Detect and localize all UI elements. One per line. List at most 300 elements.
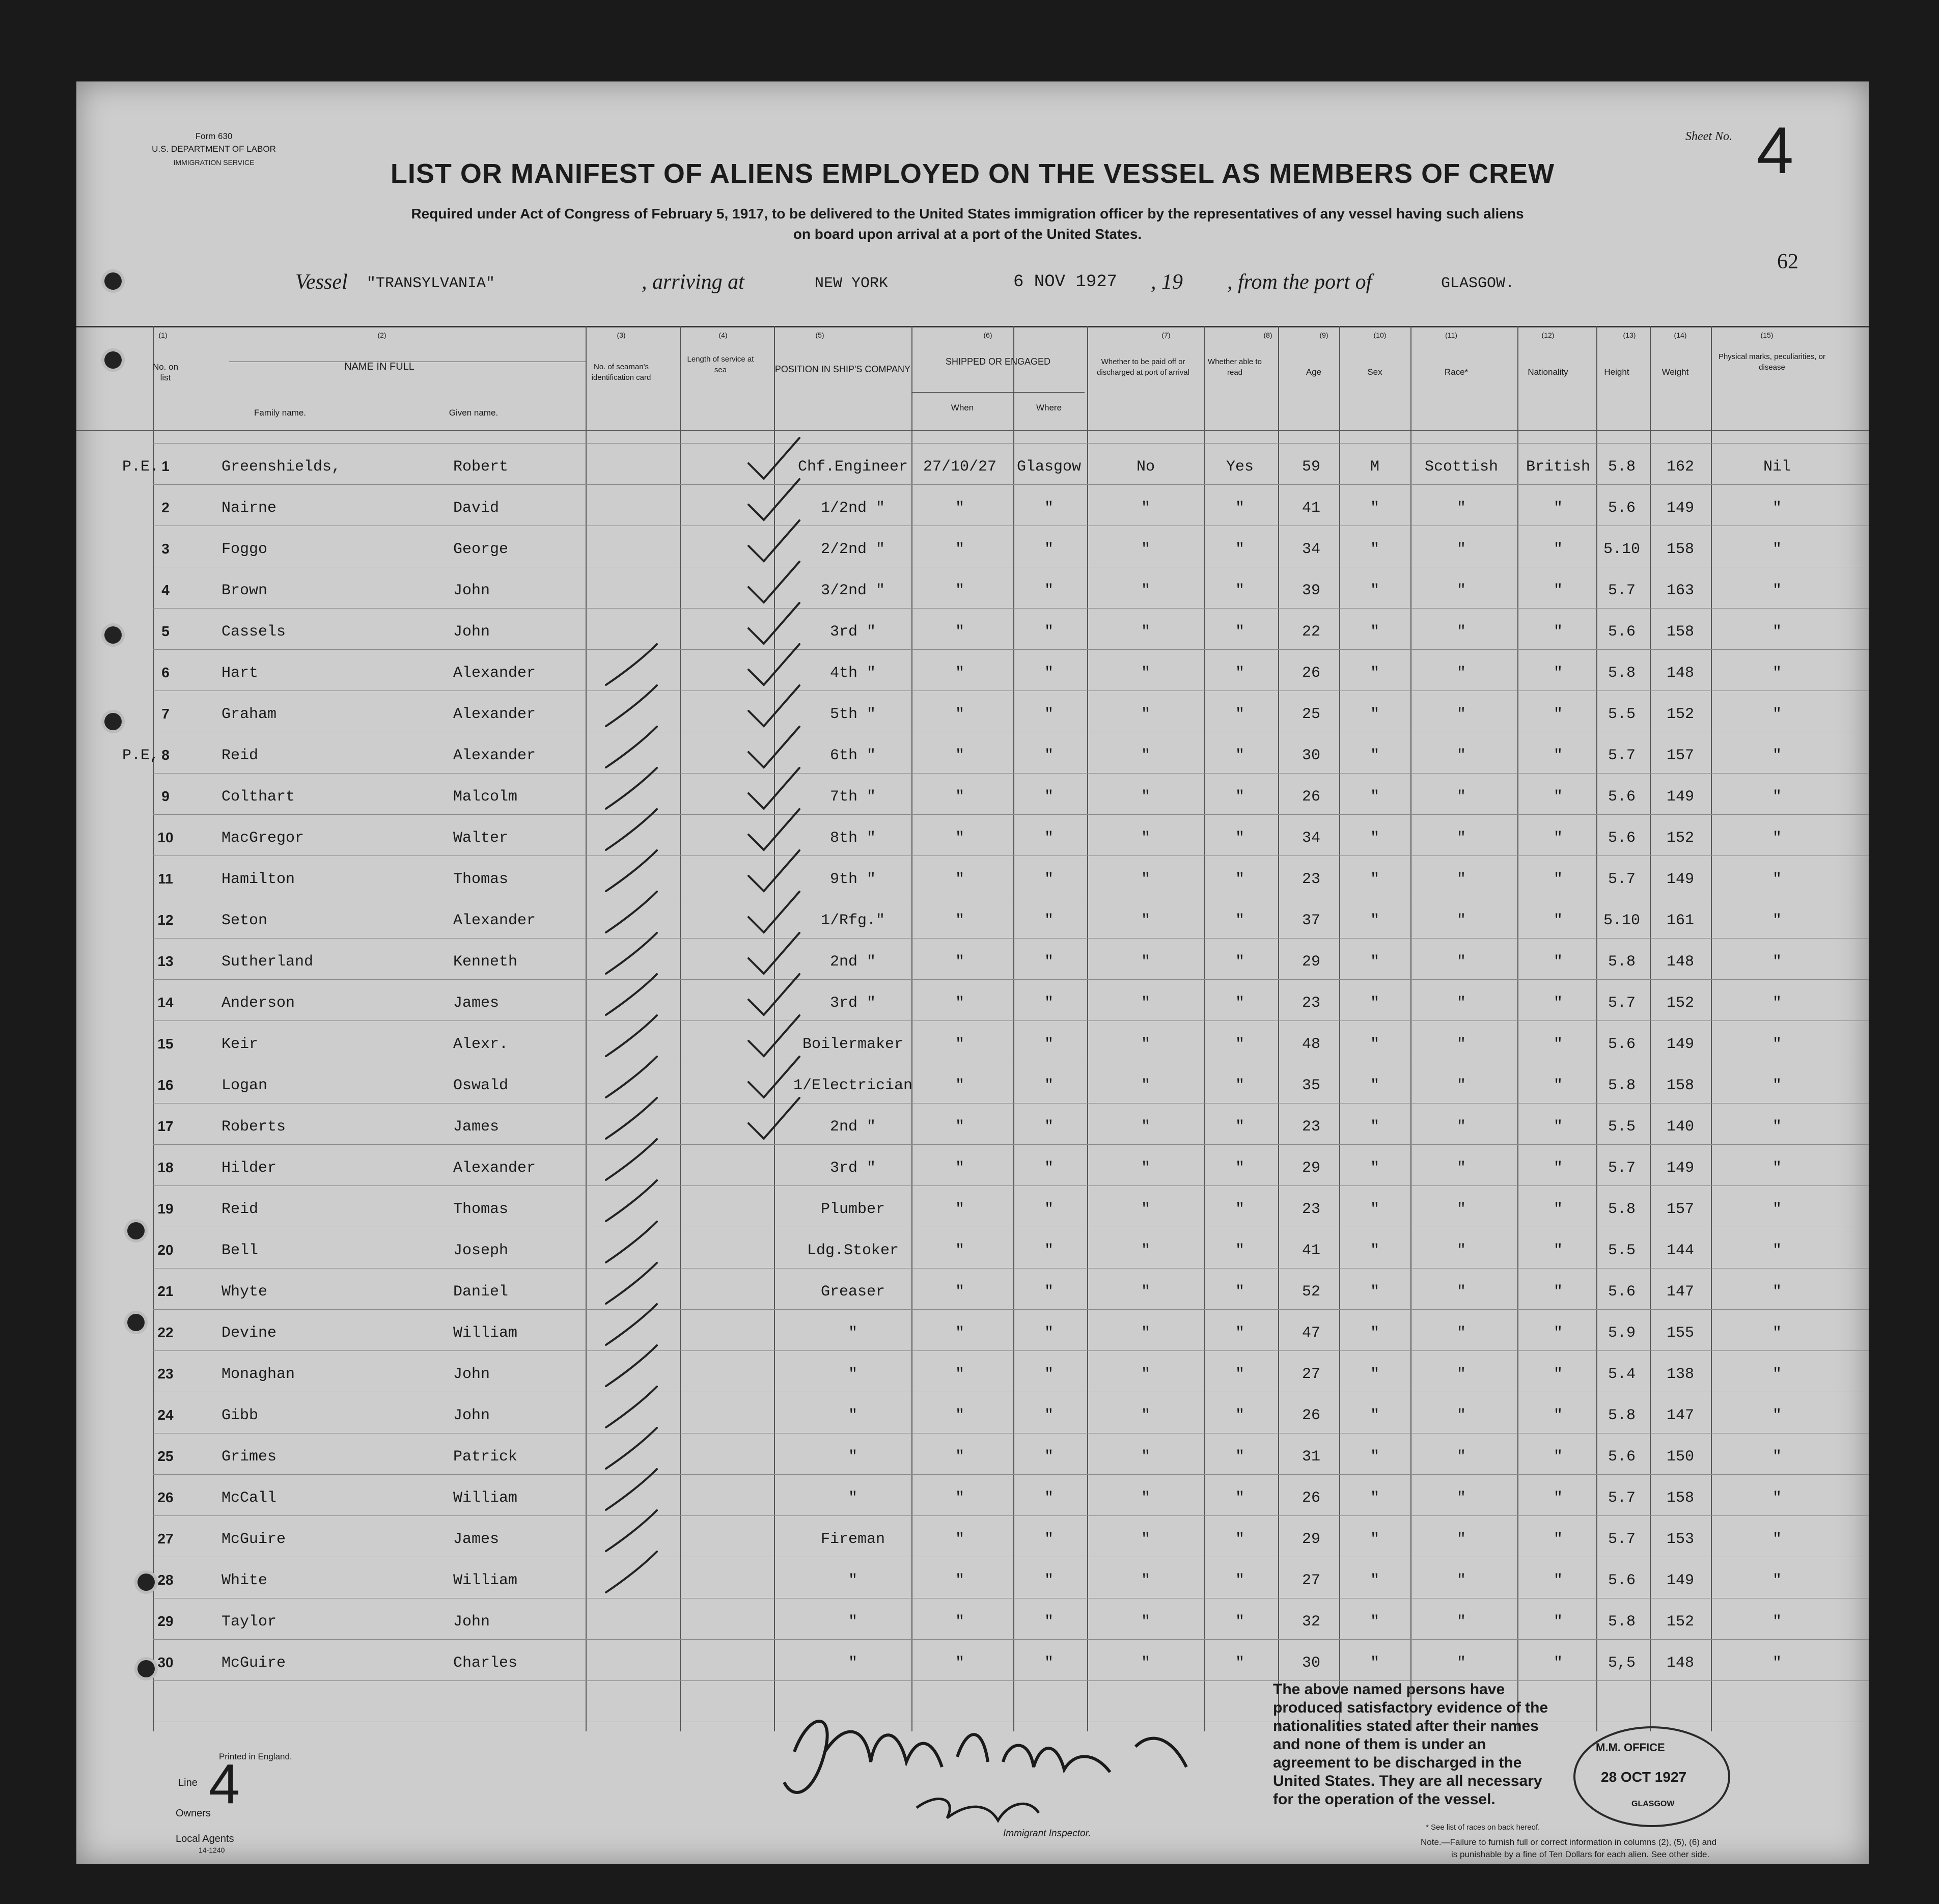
col-weight: Weight	[1661, 367, 1689, 377]
row-30-weight: 148	[1666, 1654, 1694, 1672]
row-6-position: 4th "	[829, 665, 876, 682]
row-22-no: 22	[157, 1324, 174, 1340]
sheet-label: Sheet No.	[1685, 130, 1732, 143]
row-23-marks: "	[1772, 1366, 1782, 1383]
row-4-weight: 163	[1666, 582, 1694, 599]
row-18-where: "	[1044, 1160, 1054, 1177]
check-mark	[606, 1469, 657, 1510]
row-26-position: "	[848, 1489, 857, 1507]
row-19-given: Thomas	[453, 1201, 509, 1218]
row-3-age: 34	[1301, 541, 1320, 558]
row-7-no: 7	[161, 706, 170, 722]
row-16-marks: "	[1772, 1077, 1782, 1094]
row-20-where: "	[1044, 1242, 1054, 1259]
row-7-family: Graham	[221, 706, 277, 723]
row-25-age: 31	[1301, 1448, 1320, 1466]
row-30-sex: "	[1370, 1654, 1379, 1672]
row-11-given: Thomas	[453, 871, 509, 888]
row-30-read: "	[1235, 1654, 1244, 1672]
row-5-nat: "	[1553, 623, 1563, 641]
row-29-age: 32	[1301, 1613, 1320, 1631]
col-height: Height	[1604, 367, 1629, 377]
row-8-where: "	[1044, 747, 1054, 764]
row-10-race: "	[1456, 830, 1466, 847]
row-27-read: "	[1235, 1531, 1244, 1548]
col-given-name: Given name.	[449, 408, 498, 418]
row-25-when: "	[955, 1448, 964, 1466]
row-10-where: "	[1044, 830, 1054, 847]
row-11-paid: "	[1141, 871, 1150, 888]
row-23-no: 23	[157, 1366, 174, 1382]
row-2-height: 5.6	[1608, 500, 1636, 517]
row-5-race: "	[1456, 623, 1466, 641]
office-stamp	[1573, 1726, 1730, 1827]
row-24-weight: 147	[1666, 1407, 1694, 1424]
row-10-no: 10	[157, 830, 174, 845]
row-15-weight: 149	[1666, 1036, 1694, 1053]
row-17-given: James	[453, 1118, 500, 1136]
row-22-paid: "	[1141, 1324, 1150, 1342]
row-18-position: 3rd "	[829, 1160, 876, 1177]
row-4-no: 4	[161, 582, 170, 598]
row-7-where: "	[1044, 706, 1054, 723]
row-24-marks: "	[1772, 1407, 1782, 1424]
row-6-when: "	[955, 665, 964, 682]
row-8-sex: "	[1370, 747, 1379, 764]
check-mark	[749, 974, 799, 1015]
row-25-given: Patrick	[453, 1448, 518, 1466]
row-21-age: 52	[1301, 1283, 1320, 1301]
row-13-family: Sutherland	[221, 953, 314, 971]
row-17-paid: "	[1141, 1118, 1150, 1136]
row-15-where: "	[1044, 1036, 1054, 1053]
row-13-sex: "	[1370, 953, 1379, 971]
check-mark	[606, 1015, 657, 1056]
check-mark	[749, 1015, 799, 1056]
colnum-13: (13)	[1623, 331, 1636, 339]
row-6-weight: 148	[1666, 665, 1694, 682]
row-30-nat: "	[1553, 1654, 1563, 1672]
row-18-given: Alexander	[453, 1160, 536, 1177]
row-19-no: 19	[157, 1201, 174, 1217]
row-8-marks: "	[1772, 747, 1782, 764]
row-6-read: "	[1235, 665, 1244, 682]
row-6-family: Hart	[221, 665, 259, 682]
row-9-weight: 149	[1666, 788, 1694, 806]
row-14-read: "	[1235, 995, 1244, 1012]
row-10-when: "	[955, 830, 964, 847]
col-name-in-full: NAME IN FULL	[344, 361, 414, 372]
row-29-sex: "	[1370, 1613, 1379, 1631]
check-mark	[606, 1139, 657, 1180]
row-26-given: William	[453, 1489, 518, 1507]
binder-hole	[104, 272, 122, 290]
row-4-nat: "	[1553, 582, 1563, 599]
binder-hole	[137, 1660, 155, 1677]
row-22-given: William	[453, 1324, 518, 1342]
line-label: Line	[178, 1777, 198, 1788]
row-27-where: "	[1044, 1531, 1054, 1548]
line-value: 4	[209, 1753, 240, 1815]
colnum-2: (2)	[377, 331, 386, 339]
row-17-marks: "	[1772, 1118, 1782, 1136]
row-7-paid: "	[1141, 706, 1150, 723]
row-29-no: 29	[157, 1613, 174, 1629]
row-1-height: 5.8	[1608, 458, 1636, 476]
row-29-nat: "	[1553, 1613, 1563, 1631]
row-3-marks: "	[1772, 541, 1782, 558]
row-18-family: Hilder	[221, 1160, 277, 1177]
row-24-sex: "	[1370, 1407, 1379, 1424]
row-11-family: Hamilton	[221, 871, 295, 888]
colnum-9: (9)	[1319, 331, 1328, 339]
row-12-paid: "	[1141, 912, 1150, 929]
row-6-nat: "	[1553, 665, 1563, 682]
col-family-name: Family name.	[254, 408, 307, 418]
row-12-height: 5.10	[1603, 912, 1640, 929]
stamp-office: M.M. OFFICE	[1596, 1741, 1665, 1754]
row-25-race: "	[1456, 1448, 1466, 1466]
row-12-nat: "	[1553, 912, 1563, 929]
row-23-age: 27	[1301, 1366, 1320, 1383]
row-22-when: "	[955, 1324, 964, 1342]
row-21-sex: "	[1370, 1283, 1379, 1301]
row-7-sex: "	[1370, 706, 1379, 723]
page-number: 62	[1777, 250, 1798, 273]
row-27-no: 27	[157, 1531, 174, 1547]
row-19-paid: "	[1141, 1201, 1150, 1218]
row-3-no: 3	[161, 541, 170, 557]
row-23-given: John	[453, 1366, 490, 1383]
row-8-given: Alexander	[453, 747, 536, 764]
row-27-race: "	[1456, 1531, 1466, 1548]
row-28-position: "	[848, 1572, 857, 1589]
row-23-family: Monaghan	[221, 1366, 295, 1383]
row-12-read: "	[1235, 912, 1244, 929]
row-8-nat: "	[1553, 747, 1563, 764]
departure-port: GLASGOW.	[1441, 275, 1515, 292]
row-8-weight: 157	[1666, 747, 1694, 764]
row-4-family: Brown	[221, 582, 268, 599]
row-8-no: 8	[161, 747, 170, 763]
row-10-nat: "	[1553, 830, 1563, 847]
row-16-race: "	[1456, 1077, 1466, 1094]
row-21-height: 5.6	[1608, 1283, 1636, 1301]
row-23-where: "	[1044, 1366, 1054, 1383]
row-24-nat: "	[1553, 1407, 1563, 1424]
row-16-weight: 158	[1666, 1077, 1694, 1094]
row-15-height: 5.6	[1608, 1036, 1636, 1053]
form-number: Form 630	[195, 131, 233, 141]
row-1-read: Yes	[1226, 458, 1254, 476]
stamp-date: 28 OCT 1927	[1601, 1769, 1687, 1785]
row-1-race: Scottish	[1424, 458, 1499, 476]
col-where: Where	[1036, 403, 1062, 412]
row-28-height: 5.6	[1608, 1572, 1636, 1589]
row-25-weight: 150	[1666, 1448, 1694, 1466]
row-19-when: "	[955, 1201, 964, 1218]
row-26-marks: "	[1772, 1489, 1782, 1507]
row-2-sex: "	[1370, 500, 1379, 517]
row-2-age: 41	[1301, 500, 1320, 517]
col-able-read: Whether able to read	[1208, 357, 1262, 377]
check-mark	[606, 1510, 657, 1551]
row-20-marks: "	[1772, 1242, 1782, 1259]
row-25-where: "	[1044, 1448, 1054, 1466]
row-3-sex: "	[1370, 541, 1379, 558]
row-12-where: "	[1044, 912, 1054, 929]
row-15-sex: "	[1370, 1036, 1379, 1053]
row-22-nat: "	[1553, 1324, 1563, 1342]
row-5-given: John	[453, 623, 490, 641]
row-23-read: "	[1235, 1366, 1244, 1383]
row-5-height: 5.6	[1608, 623, 1636, 641]
row-25-no: 25	[157, 1448, 174, 1464]
col-physical-marks: Physical marks, peculiarities, or disease	[1718, 352, 1826, 372]
row-30-no: 30	[157, 1654, 174, 1670]
row-28-weight: 149	[1666, 1572, 1694, 1589]
row-7-weight: 152	[1666, 706, 1694, 723]
row-12-weight: 161	[1666, 912, 1694, 929]
row-24-height: 5.8	[1608, 1407, 1636, 1424]
row-14-weight: 152	[1666, 995, 1694, 1012]
row-20-race: "	[1456, 1242, 1466, 1259]
row-21-paid: "	[1141, 1283, 1150, 1301]
arriving-label: , arriving at	[642, 270, 744, 294]
row-19-nat: "	[1553, 1201, 1563, 1218]
row-6-height: 5.8	[1608, 665, 1636, 682]
row-26-age: 26	[1301, 1489, 1320, 1507]
row-4-where: "	[1044, 582, 1054, 599]
row-7-given: Alexander	[453, 706, 536, 723]
row-17-position: 2nd "	[829, 1118, 876, 1136]
row-27-height: 5.7	[1608, 1531, 1636, 1548]
row-10-given: Walter	[453, 830, 509, 847]
row-10-sex: "	[1370, 830, 1379, 847]
row-2-when: "	[955, 500, 964, 517]
binder-hole	[127, 1222, 145, 1239]
row-18-when: "	[955, 1160, 964, 1177]
row-9-age: 26	[1301, 788, 1320, 806]
row-13-age: 29	[1301, 953, 1320, 971]
row-17-where: "	[1044, 1118, 1054, 1136]
row-11-no: 11	[158, 871, 173, 887]
row-9-no: 9	[161, 788, 170, 804]
row-5-marks: "	[1772, 623, 1782, 641]
check-mark	[606, 1345, 657, 1386]
row-11-where: "	[1044, 871, 1054, 888]
row-11-position: 9th "	[829, 871, 876, 888]
row-9-given: Malcolm	[453, 788, 518, 806]
vessel-name: "TRANSYLVANIA"	[367, 275, 495, 292]
row-27-nat: "	[1553, 1531, 1563, 1548]
row-25-family: Grimes	[221, 1448, 277, 1466]
row-4-sex: "	[1370, 582, 1379, 599]
row-3-given: George	[453, 541, 509, 558]
owners-label: Owners	[176, 1808, 211, 1819]
col-id-card: No. of seaman's identification card	[591, 363, 651, 382]
row-18-paid: "	[1141, 1160, 1150, 1177]
check-mark	[749, 727, 799, 767]
row-25-height: 5.6	[1608, 1448, 1636, 1466]
check-mark	[749, 603, 799, 644]
row-26-height: 5.7	[1608, 1489, 1636, 1507]
row-23-nat: "	[1553, 1366, 1563, 1383]
row-9-position: 7th "	[829, 788, 876, 806]
row-1-position: Chf.Engineer	[797, 458, 908, 476]
row-9-sex: "	[1370, 788, 1379, 806]
row-1-sex: M	[1370, 458, 1379, 476]
row-14-age: 23	[1301, 995, 1320, 1012]
row-1-when: 27/10/27	[923, 458, 997, 476]
sheet-number: 4	[1757, 113, 1794, 187]
check-mark	[606, 1222, 657, 1262]
row-6-paid: "	[1141, 665, 1150, 682]
row-21-when: "	[955, 1283, 964, 1301]
row-27-family: McGuire	[221, 1531, 286, 1548]
row-5-where: "	[1044, 623, 1054, 641]
colnum-3: (3)	[617, 331, 626, 339]
col-shipped: SHIPPED OR ENGAGED	[945, 356, 1051, 367]
binder-hole	[104, 351, 122, 369]
row-10-position: 8th "	[829, 830, 876, 847]
row-20-sex: "	[1370, 1242, 1379, 1259]
department-name: U.S. DEPARTMENT OF LABOR	[152, 144, 276, 154]
colnum-10: (10)	[1373, 331, 1387, 339]
row-11-race: "	[1456, 871, 1466, 888]
row-22-where: "	[1044, 1324, 1054, 1342]
row-27-paid: "	[1141, 1531, 1150, 1548]
service-name: IMMIGRATION SERVICE	[173, 158, 255, 167]
row-15-when: "	[955, 1036, 964, 1053]
check-mark	[749, 520, 799, 561]
row-27-sex: "	[1370, 1531, 1379, 1548]
row-29-given: John	[453, 1613, 490, 1631]
row-15-given: Alexr.	[453, 1036, 509, 1053]
row-8-height: 5.7	[1608, 747, 1636, 764]
row-24-read: "	[1235, 1407, 1244, 1424]
row-17-when: "	[955, 1118, 964, 1136]
row-29-read: "	[1235, 1613, 1244, 1631]
col-race: Race*	[1444, 367, 1469, 377]
row-27-marks: "	[1772, 1531, 1782, 1548]
row-14-when: "	[955, 995, 964, 1012]
row-1-where: Glasgow	[1016, 458, 1082, 476]
row-14-paid: "	[1141, 995, 1150, 1012]
row-13-weight: 148	[1666, 953, 1694, 971]
row-20-weight: 144	[1666, 1242, 1694, 1259]
row-1-pe: P.E.	[122, 458, 159, 476]
row-18-weight: 149	[1666, 1160, 1694, 1177]
row-28-race: "	[1456, 1572, 1466, 1589]
row-22-height: 5.9	[1608, 1324, 1636, 1342]
row-20-family: Bell	[221, 1242, 259, 1259]
row-10-read: "	[1235, 830, 1244, 847]
row-13-when: "	[955, 953, 964, 971]
row-24-position: "	[848, 1407, 857, 1424]
row-19-race: "	[1456, 1201, 1466, 1218]
row-13-read: "	[1235, 953, 1244, 971]
row-2-given: David	[453, 500, 500, 517]
row-27-age: 29	[1301, 1531, 1320, 1548]
check-mark	[749, 562, 799, 602]
col-age: Age	[1306, 367, 1322, 377]
row-17-sex: "	[1370, 1118, 1379, 1136]
row-17-race: "	[1456, 1118, 1466, 1136]
row-13-given: Kenneth	[453, 953, 518, 971]
row-13-paid: "	[1141, 953, 1150, 971]
row-16-height: 5.8	[1608, 1077, 1636, 1094]
colnum-12: (12)	[1541, 331, 1555, 339]
check-mark	[606, 644, 657, 685]
row-20-when: "	[955, 1242, 964, 1259]
row-12-family: Seton	[221, 912, 268, 929]
row-12-position: 1/Rfg."	[820, 912, 885, 929]
row-5-read: "	[1235, 623, 1244, 641]
row-22-read: "	[1235, 1324, 1244, 1342]
row-6-age: 26	[1301, 665, 1320, 682]
row-6-race: "	[1456, 665, 1466, 682]
row-19-age: 23	[1301, 1201, 1320, 1218]
row-20-nat: "	[1553, 1242, 1563, 1259]
check-mark	[606, 727, 657, 767]
row-23-when: "	[955, 1366, 964, 1383]
check-mark	[606, 1263, 657, 1304]
row-20-read: "	[1235, 1242, 1244, 1259]
row-29-marks: "	[1772, 1613, 1782, 1631]
col-length-service: Length of service at sea	[687, 355, 754, 374]
row-19-sex: "	[1370, 1201, 1379, 1218]
penalty-note-1: Note.—Failure to furnish full or correct information in columns (2), (5), (6) and	[1421, 1837, 1717, 1847]
row-25-read: "	[1235, 1448, 1244, 1466]
row-3-paid: "	[1141, 541, 1150, 558]
col-no-on-list: No. on list	[152, 362, 179, 382]
row-1-paid: No	[1136, 458, 1155, 476]
row-22-race: "	[1456, 1324, 1466, 1342]
row-20-height: 5.5	[1608, 1242, 1636, 1259]
row-19-where: "	[1044, 1201, 1054, 1218]
row-14-family: Anderson	[221, 995, 295, 1012]
row-7-read: "	[1235, 706, 1244, 723]
row-15-paid: "	[1141, 1036, 1150, 1053]
row-7-race: "	[1456, 706, 1466, 723]
row-10-age: 34	[1301, 830, 1320, 847]
row-9-read: "	[1235, 788, 1244, 806]
row-28-given: William	[453, 1572, 518, 1589]
row-19-family: Reid	[221, 1201, 259, 1218]
page-title: LIST OR MANIFEST OF ALIENS EMPLOYED ON THE VESSEL AS MEMBERS OF CREW	[390, 158, 1555, 189]
row-1-weight: 162	[1666, 458, 1694, 476]
row-14-race: "	[1456, 995, 1466, 1012]
row-17-age: 23	[1301, 1118, 1320, 1136]
check-mark	[606, 1180, 657, 1221]
row-22-marks: "	[1772, 1324, 1782, 1342]
row-29-family: Taylor	[221, 1613, 277, 1631]
row-2-where: "	[1044, 500, 1054, 517]
form-code: 14-1240	[199, 1846, 225, 1854]
row-30-height: 5,5	[1608, 1654, 1636, 1672]
row-4-marks: "	[1772, 582, 1782, 599]
row-5-position: 3rd "	[829, 623, 876, 641]
row-4-race: "	[1456, 582, 1466, 599]
row-15-race: "	[1456, 1036, 1466, 1053]
row-11-when: "	[955, 871, 964, 888]
row-2-no: 2	[161, 500, 170, 515]
check-mark	[606, 1057, 657, 1097]
row-2-read: "	[1235, 500, 1244, 517]
check-mark	[606, 768, 657, 809]
row-19-position: Plumber	[820, 1201, 885, 1218]
